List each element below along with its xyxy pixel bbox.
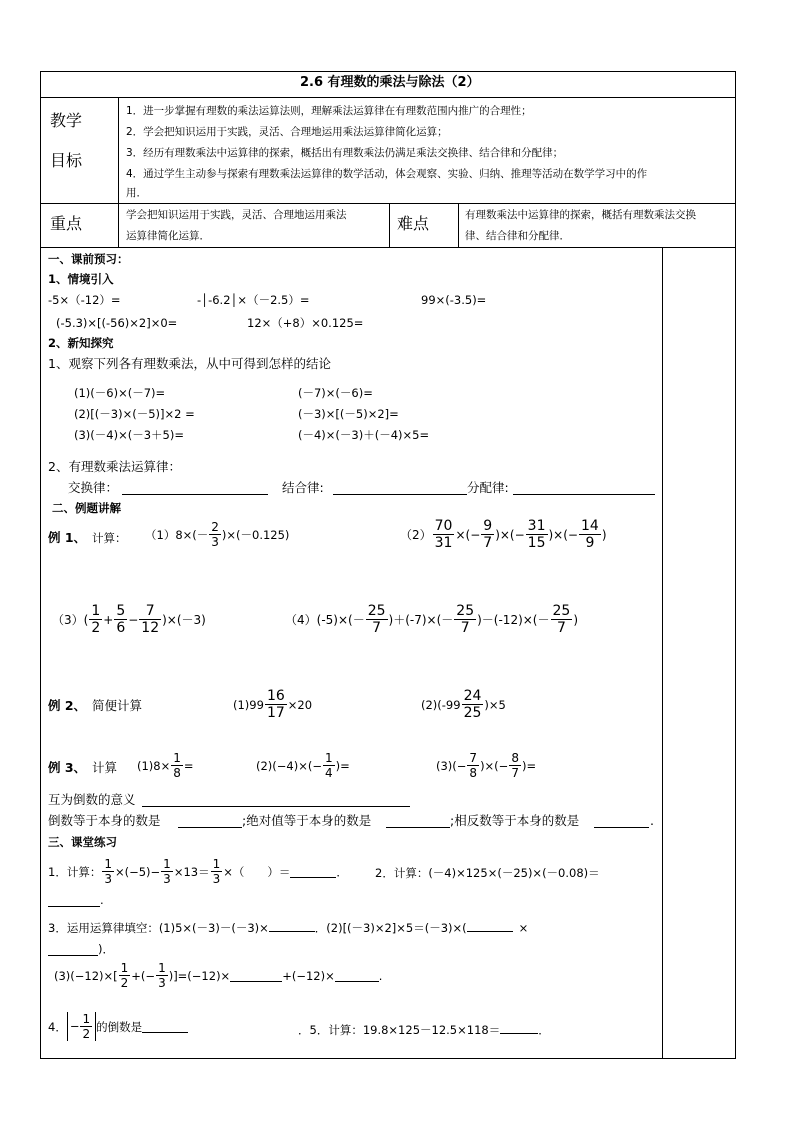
fraction: $\frac{25}{7}$	[456, 603, 475, 636]
example-3-text: 计算	[92, 760, 118, 775]
fraction: $\frac{1}{8}$	[173, 751, 181, 780]
fill-3-blank	[594, 827, 649, 828]
warmup-2b: 12×（+8）×0.125=	[247, 316, 364, 330]
fraction: $\frac{14}{9}$	[580, 518, 599, 551]
fraction: $\frac{16}{17}$	[266, 688, 285, 721]
table-right-border	[735, 71, 736, 1059]
reciprocal-meaning: 互为倒数的意义	[48, 792, 136, 807]
q3b-blank-1	[230, 969, 282, 982]
fill-end: .	[650, 813, 654, 828]
goals-label-2: 目标	[50, 151, 83, 170]
goal-item-2: 2．学会把知识运用于实践，灵活、合理地运用乘法运算律简化运算；	[126, 126, 448, 138]
q5-blank	[500, 1021, 538, 1034]
explore-3b: (－4)×(－3)＋(－4)×5=	[298, 428, 430, 442]
fraction: $\frac{7}{12}$	[141, 603, 160, 636]
keypoint-label: 重点	[50, 214, 83, 233]
explore-2a: (2)[(－3)×(－5)]×2 =	[74, 407, 195, 421]
title-row-divider	[40, 97, 736, 98]
example-1-part-1: （1）8×(－ $\frac{2}{3}$ )×(－0.125)	[145, 520, 290, 549]
fraction: $\frac{1}{2}$	[91, 603, 101, 636]
fraction: $\frac{1}{3}$	[163, 857, 171, 886]
laws-heading: 2、有理数乘法运算律：	[48, 459, 181, 474]
reciprocal-meaning-blank	[142, 806, 410, 807]
q3-end: )．	[98, 942, 114, 956]
table-left-border	[40, 71, 41, 1059]
table-bottom-border	[40, 1058, 736, 1059]
fraction: $\frac{7}{8}$	[469, 751, 478, 780]
warmup-1c: 99×(-3.5)=	[421, 293, 487, 307]
explore-3a: (3)(－4)×(－3＋5)=	[74, 428, 184, 442]
fill-1: 倒数等于本身的数是	[48, 813, 161, 828]
goal-item-4: 4．通过学生主动参与探索有理数乘法运算律的数学活动，体会观察、实验、归纳、推理等活动在数学学习中的作	[126, 168, 648, 180]
page-title: 2.6 有理数的乘法与除法（2）	[300, 75, 480, 90]
difficulty-label-divider	[458, 203, 459, 247]
keypoint-row-divider	[40, 247, 736, 248]
example-1-part-4: （4）(-5)×(－ $\frac{25}{7}$ )＋(-7)×(－ $\frac{25}{7}$ )－(-12)×(－ $\frac{25}{7}$ )	[285, 603, 579, 636]
fraction: $\frac{5}{6}$	[116, 603, 126, 636]
example-3-label: 例 3、	[48, 760, 87, 775]
explore-1a: (1)(－6)×(－7)=	[74, 386, 166, 400]
explore-2b: (－3)×[(－5)×2]=	[298, 407, 399, 421]
subsection-intro: 1、情境引入	[48, 272, 114, 286]
example-2-label: 例 2、	[48, 698, 87, 713]
warmup-1b: -│-6.2│×（－2.5）=	[197, 293, 310, 307]
fraction: $\frac{1}{2}$	[120, 961, 129, 990]
observe-prompt: 1、观察下列各有理数乘法，从中可得到怎样的结论	[48, 356, 331, 371]
fraction: $\frac{1}{3}$	[212, 857, 221, 886]
example-3-part-2: (2)(−4)×(− $\frac{1}{4}$ )=	[256, 751, 350, 780]
example-2-part-1: (1)99 $\frac{16}{17}$ ×20	[233, 688, 313, 721]
practice-q2: 2．计算：(－4)×125×(－25)×(－0.08)＝	[375, 866, 600, 880]
practice-q4: 4． − $\frac{1}{2}$ 的倒数是	[48, 1012, 188, 1041]
section-3-heading: 三、课堂练习	[48, 835, 117, 849]
q3-blank-1	[269, 919, 315, 932]
fraction: $\frac{25}{7}$	[367, 603, 386, 636]
law-commutative-label: 交换律：	[68, 480, 119, 495]
practice-q3: 3．运用运算律填空：(1)5×(－3)－(－3)× ．(2)[(－3)×2]×5＝(－3)×( ×	[48, 921, 529, 935]
fill-2-blank	[386, 827, 450, 828]
goal-item-4-cont: 用．	[126, 187, 147, 199]
warmup-1a: -5×（-12）=	[48, 293, 121, 307]
fraction: $\frac{1}{3}$	[104, 857, 112, 886]
q3-blank-3	[48, 955, 98, 956]
fill-1-blank	[178, 827, 242, 828]
law-commutative-blank	[122, 494, 268, 495]
goals-label-1: 教学	[50, 111, 83, 130]
table-top-border	[40, 71, 736, 72]
example-3-part-1: (1)8× $\frac{1}{8}$ =	[137, 751, 194, 780]
q1-blank	[290, 865, 336, 878]
goals-label-divider	[118, 97, 119, 247]
example-2-text: 简便计算	[92, 698, 143, 713]
example-1-calc: 计算：	[92, 531, 127, 545]
q4-blank	[142, 1020, 188, 1033]
fraction: $\frac{25}{7}$	[552, 603, 571, 636]
content-right-divider	[662, 247, 663, 1058]
keypoint-text-2: 运算律简化运算．	[126, 230, 210, 242]
fill-2: ;绝对值等于本身的数是	[242, 813, 372, 828]
goal-item-3: 3．经历有理数乘法中运算律的探索，概括出有理数乘法仍满足乘法交换律、结合律和分配律；	[126, 147, 564, 159]
subsection-explore: 2、新知探究	[48, 336, 114, 350]
difficulty-label: 难点	[397, 214, 430, 233]
law-distributive-blank	[513, 494, 655, 495]
keypoint-text-divider	[389, 203, 390, 247]
q2-blank	[48, 906, 100, 907]
fraction: $\frac{8}{7}$	[511, 751, 519, 780]
q3-blank-2	[467, 919, 513, 932]
fraction: $\frac{2}{3}$	[211, 520, 219, 549]
q3b-blank-2	[335, 969, 379, 982]
fraction: $\frac{31}{15}$	[527, 518, 546, 551]
law-distributive-label: 分配律:	[467, 480, 509, 495]
fraction: $\frac{24}{25}$	[463, 688, 482, 721]
fraction: $\frac{1}{3}$	[158, 961, 166, 990]
goal-item-1: 1．进一步掌握有理数的乘法运算法则，理解乘法运算律在有理数范围内推广的合理性；	[126, 105, 532, 117]
goals-row-divider	[40, 203, 736, 204]
practice-q5: ．5．计算：19.8×125－12.5×118＝ ．	[298, 1023, 550, 1037]
warmup-2a: (-5.3)×[(-56)×2]×0=	[56, 316, 178, 330]
fraction: $\frac{1}{2}$	[82, 1012, 91, 1041]
difficulty-text-2: 律、结合律和分配律．	[465, 230, 570, 242]
fraction: $\frac{9}{7}$	[483, 518, 493, 551]
practice-q1: 1．计算： $\frac{1}{3}$ ×(−5)− $\frac{1}{3}$ ×13＝ $\frac{1}{3}$ ×（ ）＝ ．	[48, 857, 348, 886]
example-1-label: 例 1、	[48, 530, 87, 545]
example-1-part-2: （2） $\frac{70}{31}$ ×(− $\frac{9}{7}$ )×(− $\frac{31}{15}$ )×(− $\frac{14}{9}$ )	[400, 518, 607, 551]
difficulty-text-1: 有理数乘法中运算律的探索，概括有理数乘法交换	[465, 209, 696, 221]
fraction: $\frac{70}{31}$	[434, 518, 453, 551]
section-2-heading: 二、例题讲解	[52, 501, 121, 515]
fill-3: ;相反数等于本身的数是	[450, 813, 580, 828]
fraction: $\frac{1}{4}$	[324, 751, 333, 780]
q2-end: .	[100, 893, 104, 907]
law-associative-blank	[333, 494, 467, 495]
explore-1b: (－7)×(－6)=	[298, 386, 373, 400]
example-3-part-3: (3)(− $\frac{7}{8}$ )×(− $\frac{8}{7}$ )=	[436, 751, 537, 780]
example-2-part-2: (2)(-99 $\frac{24}{25}$ )×5	[421, 688, 506, 721]
practice-q3-part3: (3)(−12)×[ $\frac{1}{2}$ +(− $\frac{1}{3}$ )]=(−12)× +(−12)× .	[54, 961, 383, 990]
example-1-part-3: （3）( $\frac{1}{2}$ + $\frac{5}{6}$ − $\frac{7}{12}$ )×(－3)	[52, 603, 206, 636]
keypoint-text-1: 学会把知识运用于实践，灵活、合理地运用乘法	[126, 209, 347, 221]
law-associative-label: 结合律:	[282, 480, 324, 495]
section-1-heading: 一、课前预习：	[48, 252, 129, 266]
